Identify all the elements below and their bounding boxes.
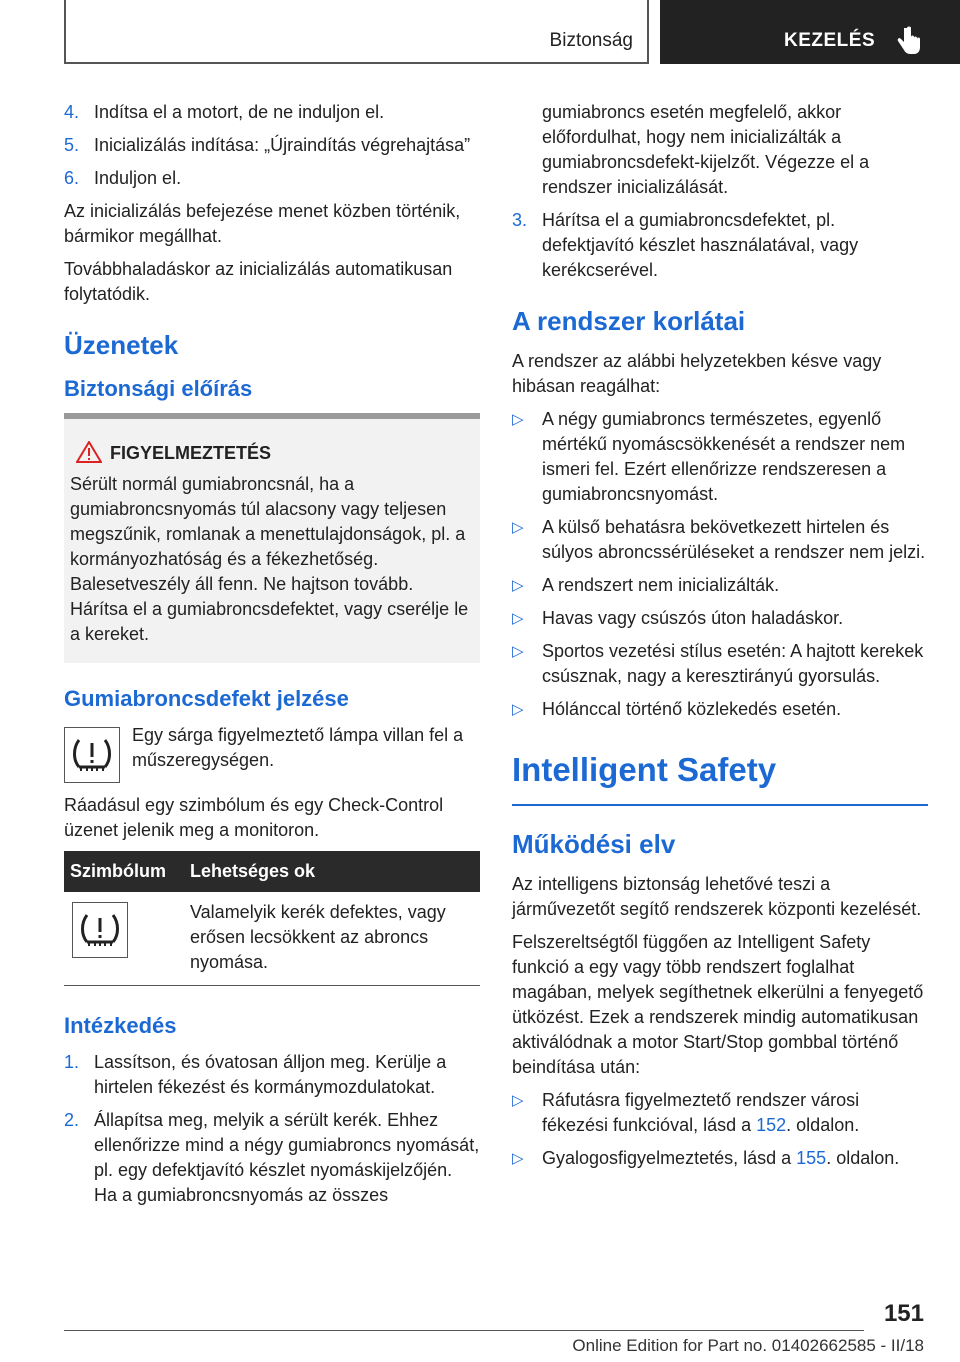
heading-uzenetek: Üzenetek bbox=[64, 330, 179, 360]
paragraph: Az inicializálás befejezése menet közben történik, bármikor megállhat. bbox=[64, 201, 461, 246]
header-chapter: KEZELÉS bbox=[784, 30, 876, 51]
list-item: ▷ A külső behatásra bekövetkezett hirtelen és súlyos abroncssérüléseket a rendszer nem jelzi. bbox=[512, 517, 926, 562]
list-item: ▷ Gyalogosfigyelmeztetés, lásd a 155. oldalon. bbox=[512, 1148, 900, 1168]
lamp-row bbox=[64, 723, 480, 783]
table-row bbox=[64, 892, 480, 986]
list-item: ▷ A rendszert nem inicializálták. bbox=[512, 575, 780, 595]
heading-intezkedes: Intézkedés bbox=[64, 1013, 177, 1038]
heading-mukodesi-elv: Működési elv bbox=[512, 829, 676, 859]
table-cell-symbol bbox=[64, 892, 184, 986]
tire-pressure-warning-icon bbox=[64, 727, 120, 783]
table-header-cause: Lehetséges ok bbox=[184, 851, 480, 892]
paragraph: Felszereltségtől függően az Intelligent Safety funkció a egy vagy több rendszert foglalhat magában, melyek segíthetnek elkerülni a fenyegető ütközést. Ezek a rendszerek mindig automatikusan aktiválódnak a motor Start/Stop gombbal történő beindítása után: bbox=[512, 932, 924, 1077]
heading-biztonsagi: Biztonsági előírás bbox=[64, 376, 253, 401]
list-item: ▷ Sportos vezetési stílus esetén: A hajtott kerekek csúsznak, nagy a keresztirányú gyorsulás. bbox=[512, 641, 924, 686]
step-5: 5. Inicializálás indítása: „Újraindítás végrehajtása” bbox=[64, 135, 471, 155]
paragraph: Ráadásul egy szimbólum és egy Check-Control üzenet jelenik meg a monitoron. bbox=[64, 795, 444, 840]
heading-gumiabroncsdefekt: Gumiabroncsdefekt jelzése bbox=[64, 686, 349, 711]
heading-korlatai: A rendszer korlátai bbox=[512, 306, 746, 336]
page-link-152[interactable]: 152 bbox=[756, 1115, 787, 1135]
step-1: 1. Lassítson, és óvatosan álljon meg. Kerülje a hirtelen fékezést és kormánymozdulatokat. bbox=[64, 1052, 447, 1097]
tire-pressure-symbol-icon bbox=[72, 902, 128, 958]
footer-text: Online Edition for Part no. 01402662585 - II/18 bbox=[572, 1336, 924, 1355]
list-item: ▷ Havas vagy csúszós úton haladáskor. bbox=[512, 608, 844, 628]
warning-title: FIGYELMEZTETÉS bbox=[70, 441, 474, 466]
step-2: 2. Állapítsa meg, melyik a sérült kerék. Ehhez ellenőrizze mind a négy gumiabroncs nyomását, pl. egy defektjavító készlet nyomáskijelzőjén. Ha a gumiabroncsnyomás az összes bbox=[64, 1110, 480, 1205]
step-3: 3. Hárítsa el a gumiabroncsdefektet, pl. defektjavító készlet használatával, vagy kerékcserével. bbox=[512, 210, 859, 280]
header-chapter-box bbox=[660, 0, 960, 64]
paragraph: Továbbhaladáskor az inicializálás automatikusan folytatódik. bbox=[64, 259, 453, 304]
table-cell-cause: Valamelyik kerék defektes, vagy erősen lecsökkent az abroncs nyomása. bbox=[184, 892, 480, 986]
hand-pointer-icon bbox=[896, 26, 922, 56]
list-item: ▷ Hólánccal történő közlekedés esetén. bbox=[512, 699, 842, 719]
warning-triangle-icon bbox=[76, 441, 102, 463]
symbol-table bbox=[64, 851, 480, 986]
step-4: 4. Indítsa el a motort, de ne induljon el. bbox=[64, 102, 385, 122]
heading-intelligent-safety: Intelligent Safety bbox=[512, 750, 928, 806]
step-2-continued: gumiabroncs esetén megfelelő, akkor előfordulhat, hogy nem inicializálták a gumiabroncsdefekt-kijelzőt. Végezze el a rendszer inicializálását. bbox=[542, 102, 870, 197]
footer-divider bbox=[64, 1330, 864, 1331]
warning-box bbox=[64, 413, 480, 663]
paragraph: Az intelligens biztonság lehetővé teszi a járművezetőt segítő rendszerek központi kezelését. bbox=[512, 874, 922, 919]
table-header-symbol: Szimbólum bbox=[64, 851, 184, 892]
header-section-box bbox=[64, 0, 649, 64]
list-item: ▷ Ráfutásra figyelmeztető rendszer városi fékezési funkcióval, lásd a 152. oldalon. bbox=[512, 1090, 860, 1135]
list-item: ▷ A négy gumiabroncs természetes, egyenlő mértékű nyomáscsökkenését a rendszer nem ismeri fel. Ezért ellenőrizze rendszeresen a gumiabroncsnyomást. bbox=[512, 409, 906, 504]
page-number: 151 bbox=[883, 1300, 924, 1327]
left-column bbox=[64, 100, 480, 1216]
warning-text: Sérült normál gumiabroncsnál, ha a gumiabroncsnyomás túl alacsony vagy teljesen megszűnik, romlanak a menettulajdonságok, pl. a kormányozhatóság és a fékezhetőség. Balesetveszély áll fenn. Ne hajtson tovább. Hárítsa el a gumiabroncsdefektet, vagy cserélje le a kereket. bbox=[70, 474, 469, 644]
paragraph: A rendszer az alábbi helyzetekben késve vagy hibásan reagálhat: bbox=[512, 351, 882, 396]
step-6: 6. Induljon el. bbox=[64, 168, 182, 188]
header-section: Biztonság bbox=[549, 30, 633, 51]
lamp-text: Egy sárga figyelmeztető lámpa villan fel a műszeregységen. bbox=[132, 725, 464, 770]
right-column bbox=[512, 100, 928, 1179]
page-link-155[interactable]: 155 bbox=[796, 1148, 827, 1168]
